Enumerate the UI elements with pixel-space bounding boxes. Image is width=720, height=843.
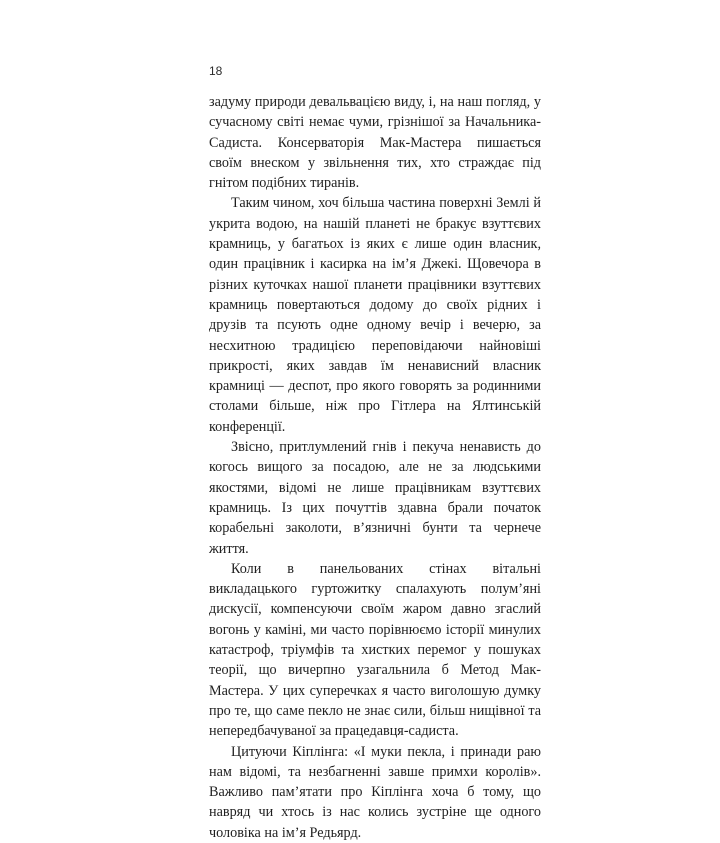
paragraph: Таким чином, хоч більша частина поверхні Землі й укрита водою, на нашій планеті не бракує взуттєвих крамниць, у багатьох із яких є лише один власник, один працівник і касирка на ім’я Джекі. Щовечора в різних куточках нашої планети працівники взуттєвих крамниць повертаються додому до своїх рідних і друзів та псують одне одному вечір і вечерю, за несхитною традицією переповідаючи найновіші прикрості, яких завдав їм ненависний власник крамниці — деспот, про якого говорять за родинними столами більше, ніж про Гітлера на Ялтинській конференції.: [209, 195, 541, 435]
paragraph: Звісно, притлумлений гнів і пекуча ненависть до когось вищого за посадою, але не за людськими якостями, відомі не лише працівникам взуттєвих крамниць. Із цих почуттів здавна брали початок корабельні заколоти, в’язничні бунти та чернече життя.: [209, 439, 541, 557]
paragraph: задуму природи девальвацією виду, і, на наш погляд, у сучасному світі немає чуми, грізнішої за Начальника-Садиста. Консерваторія Мак-Мастера пишається своїм внеском у звільнення тих, хто страждає під гнітом подібних тиранів.: [209, 94, 541, 192]
paragraph: Коли в панельованих стінах вітальні викладацького гуртожитку спалахують полум’яні дискусії, компенсуючи своїм жаром давно згаслий вогонь у каміні, ми часто порівнюємо історії минулих катастроф, тріумфів та хистких перемог у пошуках теорії, що вичерпно узагальнила б Метод Мак-Мастера. У цих суперечках я часто виголошую думку про те, що саме пекло не знає сили, більш нищівної та непередбачуваної за працедавця-садиста.: [209, 560, 541, 740]
body-text: [209, 92, 541, 843]
paragraph: Цитуючи Кіплінга: «І муки пекла, і принади раю нам відомі, та незбагненні завше примхи королів». Важливо пам’ятати про Кіплінга хоча б тому, що навряд чи хтось із нас колись зустріне ще одного чоловіка на ім’я Редьярд.: [209, 743, 541, 841]
page-number: 18: [209, 64, 223, 78]
